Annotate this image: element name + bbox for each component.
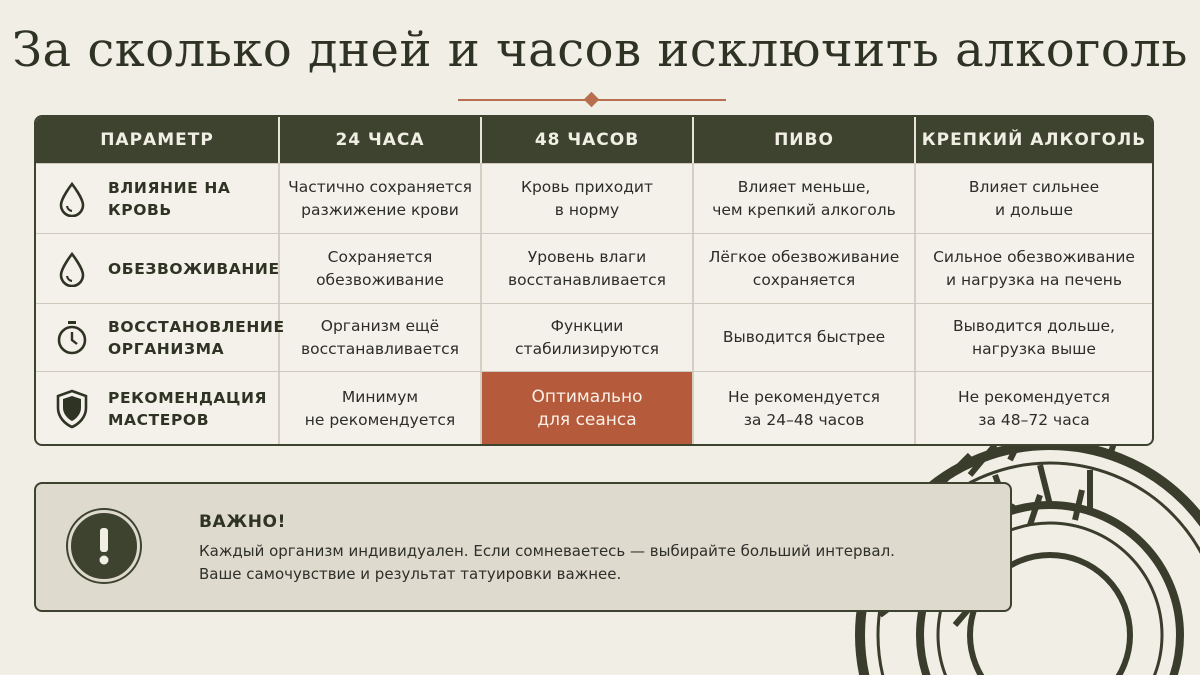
table-cell: Влияет сильнее и дольше	[968, 177, 1100, 219]
table-cell: Уровень влаги восстанавливается	[482, 234, 694, 303]
table-row	[36, 233, 1152, 303]
table-cell: Выводится быстрее	[694, 304, 916, 371]
row-label-cell	[36, 234, 280, 303]
table-cell: Лёгкое обезвоживание сохраняется	[694, 234, 916, 303]
table-row	[36, 163, 1152, 233]
header-cell-parameter: ПАРАМЕТР	[36, 117, 280, 163]
table-row	[36, 303, 1152, 371]
table-cell: Частично сохраняется разжижение крови	[280, 164, 482, 233]
notice-text-line: Каждый организм индивидуален. Если сомневаетесь — выбирайте больший интервал.	[199, 542, 895, 560]
row-label: ВЛИЯНИЕ НА КРОВЬ	[108, 178, 231, 219]
header-cell-strong-alcohol: КРЕПКИЙ АЛКОГОЛЬ	[921, 129, 1147, 150]
blood-drop-icon	[52, 179, 92, 219]
notice-text-line: Ваше самочувствие и результат татуировки важнее.	[199, 565, 622, 583]
table-cell: Влияет меньше, чем крепкий алкоголь	[694, 164, 916, 233]
water-drop-icon	[52, 249, 92, 289]
clock-icon	[52, 318, 92, 358]
exclamation-icon	[68, 510, 140, 582]
table-cell: Минимум не рекомендуется	[280, 372, 482, 446]
row-label-cell	[36, 164, 280, 233]
comparison-table	[34, 115, 1154, 446]
table-cell: Организм ещё восстанавливается	[280, 304, 482, 371]
header-cell-48h: 48 ЧАСОВ	[482, 117, 694, 163]
notice-heading: ВАЖНО!	[199, 512, 286, 532]
title-divider	[458, 93, 726, 107]
row-label-cell	[36, 372, 280, 446]
table-cell: Кровь приходит в норму	[482, 164, 694, 233]
row-label: ОБЕЗВОЖИВАНИЕ	[108, 259, 280, 278]
table-cell-highlighted: Оптимально для сеанса	[482, 372, 694, 446]
table-cell: Сильное обезвоживание и нагрузка на печень	[933, 247, 1135, 289]
table-cell: Выводится дольше, нагрузка выше	[953, 316, 1115, 358]
row-label: РЕКОМЕНДАЦИЯ МАСТЕРОВ	[108, 389, 268, 429]
header-cell-24h: 24 ЧАСА	[280, 117, 482, 163]
page-title: За сколько дней и часов исключить алкоголь	[12, 22, 1188, 78]
table-cell: Не рекомендуется за 24–48 часов	[694, 372, 916, 446]
table-cell: Сохраняется обезвоживание	[280, 234, 482, 303]
important-notice	[34, 482, 1012, 612]
table-row	[36, 371, 1152, 446]
header-cell-beer: ПИВО	[694, 117, 916, 163]
table-cell: Не рекомендуется за 48–72 часа	[957, 388, 1110, 429]
diamond-icon	[584, 92, 600, 108]
table-cell: Функции стабилизируются	[482, 304, 694, 371]
row-label-cell	[36, 304, 285, 371]
table-header-row	[36, 117, 1152, 163]
row-label: ВОССТАНОВЛЕНИЕ ОРГАНИЗМА	[108, 317, 285, 358]
shield-icon	[52, 389, 92, 429]
